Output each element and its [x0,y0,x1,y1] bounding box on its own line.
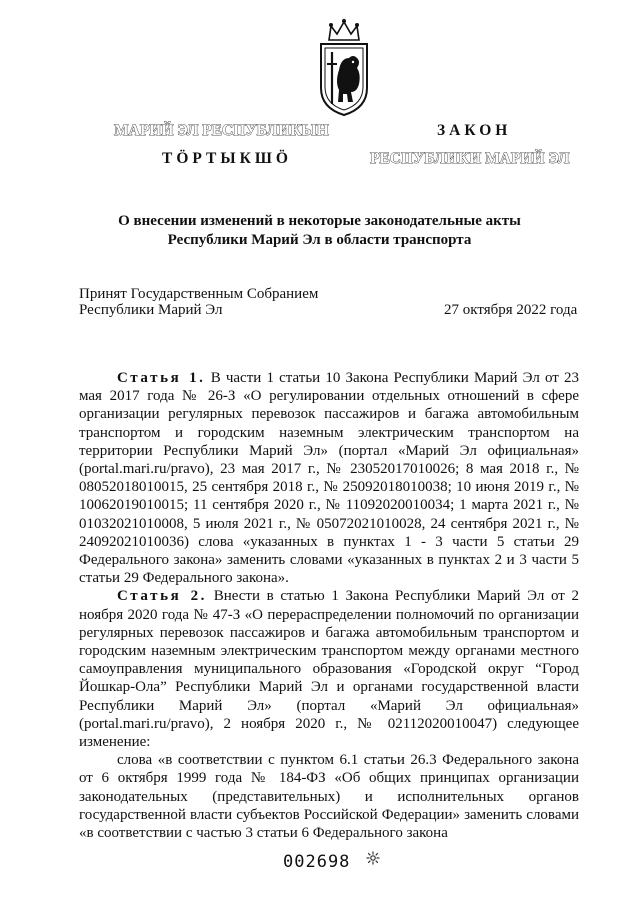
article-1-text: В части 1 статьи 10 Закона Республики Марий Эл от 23 мая 2017 года № 26-З «О регулировании отдельных отношений в сфере организации регулярных перевозок пассажиров и багажа автомобильным транспортом и городским наземным электрическим транспортом на территории Республики Марий Эл» (портал «Марий Эл официальная» (portal.mari.ru/pravo), 23 мая 2017 г., № 23052017010026; 8 мая 2018 г., № 08052018010015, 25 сентября 2018 г., № 25092018010038; 10 июня 2019 г., № 10062019010015; 11 сентября 2020 г., № 11092020010034; 1 марта 2021 г., № 01032021010008, 5 июля 2021 г., № 05072021010028, 24 сентября 2021 г., № 24092021010036) слова «указанных в пунктах 1 - 3 части 5 статьи 29 Федерального закона» заменить словами «указанных в пунктах 2 и 3 части 5 статьи 29 Федерального закона». [79,370,580,587]
asterisk-mark-icon [366,851,380,865]
law-title-line-2: Республики Марий Эл в области транспорта [167,232,472,248]
law-title-line-1: О внесении изменений в некоторые законодательные акты [118,213,521,229]
republic-name-mari: МАРИЙ ЭЛ РЕСПУБЛИКЫН [114,122,329,139]
article-1 [79,369,579,587]
article-2-heading: Статья 2. [117,588,208,605]
adoption-line-2: Республики Марий Эл [79,302,223,318]
document-type-russian: ЗАКОН [437,122,512,139]
mari-el-coat-of-arms-icon [315,18,373,118]
republic-name-russian: РЕСПУБЛИКИ МАРИЙ ЭЛ [370,150,570,167]
law-body [79,369,579,842]
article-2-continuation: слова «в соответствии с пунктом 6.1 статьи 26.3 Федерального закона от 6 октября 1999 года № 184-ФЗ «Об общих принципах организации законодательных (представительных) и исполнительных органов государственной власти субъектов Российской Федерации» заменить словами «в соответствии с частью 3 статьи 6 Федерального закона [79,752,579,842]
document-type-mari: ТӦРТЫКШӦ [162,150,292,167]
adoption-line-1: Принят Государственным Собранием [79,286,319,302]
article-2-text: Внести в статью 1 Закона Республики Марий Эл от 2 ноября 2020 года № 47-З «О перераспределении полномочий по организации регулярных перевозок пассажиров и багажа автомобильным транспортом и городским наземным электрическим транспортом между органами местного самоуправления муниципального образования «Городской округ “Город Йошкар-Ола” Республики Марий Эл и органами государственной власти Республики Марий Эл» (портал «Марий Эл официальная» (portal.mari.ru/pravo), 2 ноября 2020 г., № 02112020010047) следующее изменение: [79,588,580,751]
form-serial-number: 002698 [283,852,351,872]
article-1-heading: Статья 1. [117,370,206,386]
adoption-date: 27 октября 2022 года [444,302,578,318]
article-2 [79,587,579,751]
